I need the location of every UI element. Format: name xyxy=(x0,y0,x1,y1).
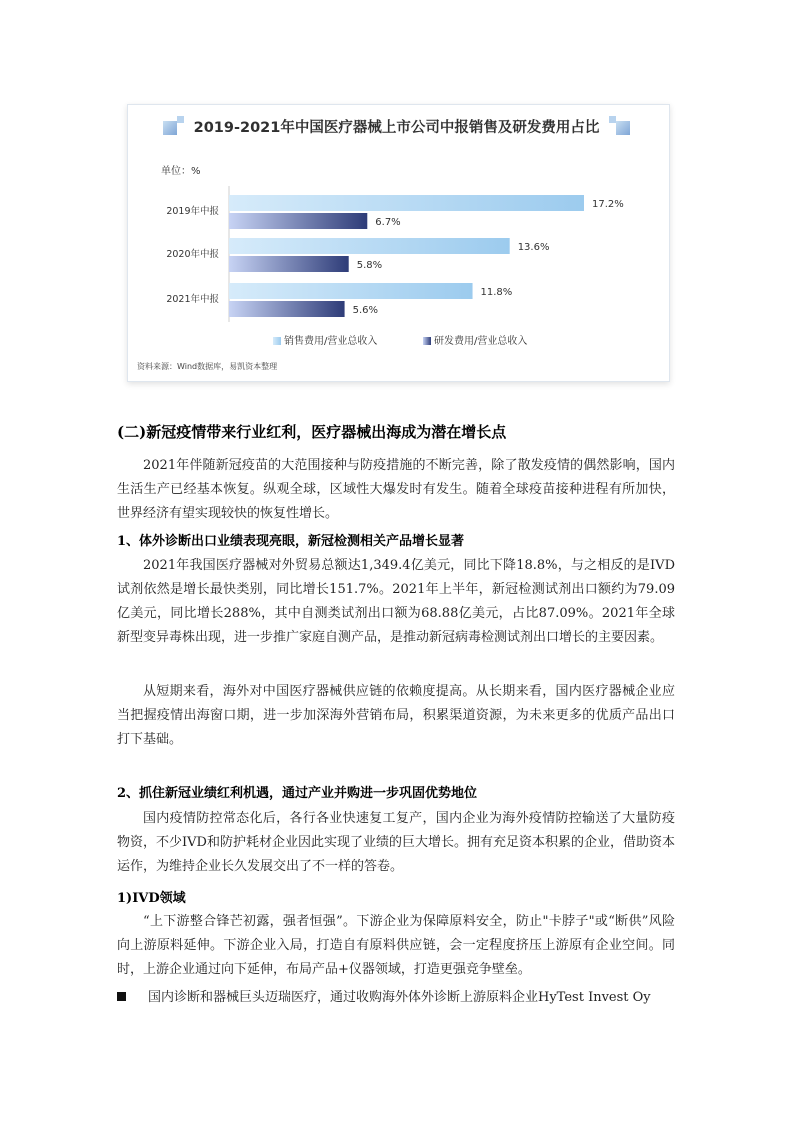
section-intro-paragraph: 2021年伴随新冠疫苗的大范围接种与防疫措施的不断完善，除了散发疫情的偶然影响，国内生活生产已经基本恢复。纵观全球，区域性大爆发时有发生。随着全球疫苗接种进程有所加快，世界经济有望实现较快的恢复性增长。 xyxy=(117,458,675,521)
bar-value-label: 13.6% xyxy=(517,242,550,253)
bar-sales xyxy=(229,283,473,299)
bullet-text: 国内诊断和器械巨头迈瑞医疗，通过收购海外体外诊断上游原料企业HyTest Invest Oy xyxy=(148,990,651,1005)
section-heading: (二)新冠疫情带来行业红利，医疗器械出海成为潜在增长点 xyxy=(117,423,507,441)
subsection-2-paragraph-1: 国内疫情防控常态化后，各行各业快速复工复产，国内企业为海外疫情防控输送了大量防疫物资，不少IVD和防护耗材企业因此实现了业绩的巨大增长。拥有充足资本积累的企业，借助资本运作，为维持企业长久发展交出了不一样的答卷。 xyxy=(117,811,675,874)
subsection-1-paragraph-2: 从短期来看，海外对中国医疗器械供应链的依赖度提高。从长期来看，国内医疗器械企业应当把握疫情出海窗口期，进一步加深海外营销布局，积累渠道资源，为未来更多的优质产品出口打下基础。 xyxy=(117,684,675,747)
subsection-3-paragraph-1: “上下游整合锋芒初露，强者恒强”。下游企业为保障原料安全，防止"卡脖子"或“断供”风险向上游原料延伸。下游企业入局，打造自有原料供应链，会一定程度挤压上游原有企业空间。同时，上游企业通过向下延伸，布局产品+仪器领域，打造更强竞争壁垒。 xyxy=(117,914,675,977)
bullet-square-icon xyxy=(117,992,126,1001)
legend-sales-label: 销售费用/营业总收入 xyxy=(284,336,378,347)
bar-value-label: 5.6% xyxy=(352,305,378,316)
legend-sales-swatch xyxy=(273,337,281,345)
subsection-2-heading: 2、抓住新冠业绩红利机遇，通过产业并购进一步巩固优势地位 xyxy=(117,786,478,801)
category-label: 2019年中报 xyxy=(166,206,219,217)
legend-rd-swatch xyxy=(423,337,431,345)
legend-rd-label: 研发费用/营业总收入 xyxy=(434,336,528,347)
category-label: 2021年中报 xyxy=(166,294,219,305)
bullet-item xyxy=(117,986,677,1010)
bar-value-label: 17.2% xyxy=(592,199,624,210)
bar-chart xyxy=(0,0,793,400)
legend-rd xyxy=(423,332,527,347)
bar-rd xyxy=(229,256,349,272)
bar-value-label: 5.8% xyxy=(356,260,383,271)
bar-rd xyxy=(229,301,345,317)
bar-value-label: 11.8% xyxy=(480,287,513,298)
bar-value-label: 6.7% xyxy=(375,217,401,228)
bar-sales xyxy=(229,238,510,254)
bar-rd xyxy=(229,213,367,229)
chart-source: 资料来源：Wind数据库，易凯资本整理 xyxy=(137,362,278,371)
category-label: 2020年中报 xyxy=(166,249,219,260)
subsection-1-paragraph-1: 2021年我国医疗器械对外贸易总额达1,349.4亿美元，同比下降18.8%，与之相反的是IVD试剂依然是增长最快类别，同比增长151.7%。2021年上半年，新冠检测试剂出口额约为79.09亿美元，同比增长288%，其中自测类试剂出口额为68.88亿美元，占比87.09%。2021年全球新型变异毒株出现，进一步推广家庭自测产品，是推动新冠病毒检测试剂出口增长的主要因素。 xyxy=(117,558,675,645)
subsection-1-heading: 1、体外诊断出口业绩表现亮眼，新冠检测相关产品增长显著 xyxy=(117,534,465,549)
legend-sales xyxy=(273,332,377,347)
chart-unit-label: 单位：% xyxy=(161,166,201,177)
chart-title: 2019-2021年中国医疗器械上市公司中报销售及研发费用占比 xyxy=(193,120,600,136)
bar-sales xyxy=(229,195,584,211)
subsection-3-heading: 1)IVD领域 xyxy=(117,891,186,906)
